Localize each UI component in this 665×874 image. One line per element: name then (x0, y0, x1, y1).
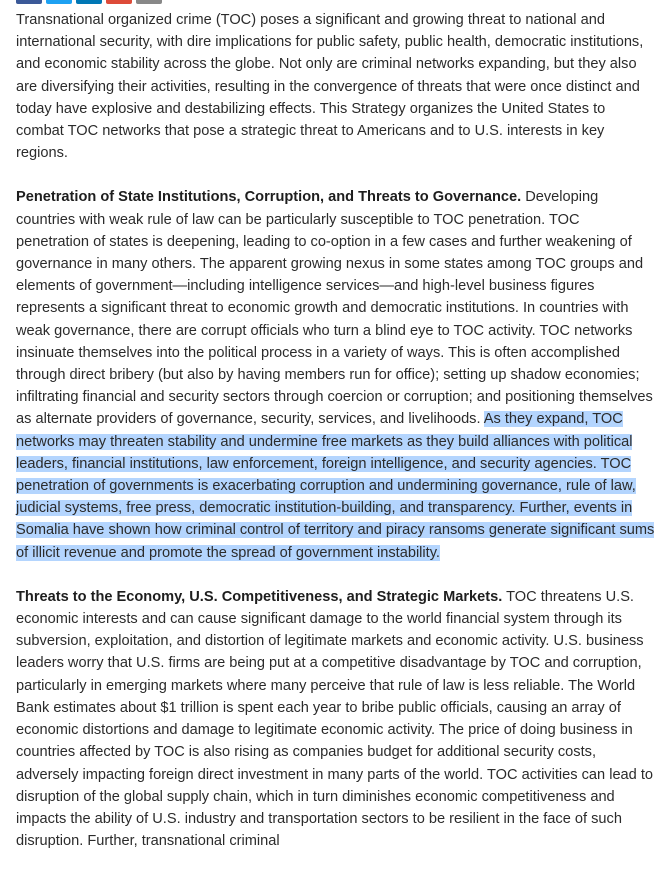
paragraph-governance-heading: Penetration of State Institutions, Corruption, and Threats to Governance. (16, 189, 522, 206)
twitter-share-button[interactable] (46, 0, 72, 4)
paragraph-economy-heading: Threats to the Economy, U.S. Competitiveness, and Strategic Markets. (16, 588, 503, 605)
paragraph-governance (16, 186, 656, 563)
paragraph-governance-body: Developing countries with weak rule of law can be particularly susceptible to TOC penetration. TOC penetration of states is deepening, leading to co-option in a few cases and further weakening of governance in many others. The apparent growing nexus in some states among TOC groups and elements of government—including intelligence services—and high-level business figures represents a significant threat to economic growth and democratic institutions. In countries with weak governance, there are corrupt officials who turn a blind eye to TOC activity. TOC networks insinuate themselves into the political process in a variety of ways. This is often accomplished through direct bribery (but also by having members run for office); setting up shadow economies; infiltrating financial and security sectors through coercion or corruption; and positioning themselves as alternate providers of governance, security, services, and livelihoods. (16, 189, 653, 428)
paragraph-economy (16, 586, 656, 852)
google-share-button[interactable] (106, 0, 132, 4)
paragraph-intro: Transnational organized crime (TOC) poses a significant and growing threat to national and international security, with dire implications for public safety, public health, democratic institutions, and economic stability across the globe. Not only are criminal networks expanding, but they also are diversifying their activities, resulting in the convergence of threats that were once distinct and today have explosive and destabilizing effects. This Strategy organizes the United States to combat TOC networks that pose a strategic threat to Americans and to U.S. interests in key regions. (16, 12, 644, 162)
share-buttons-strip (16, 0, 162, 4)
article-body (16, 9, 656, 874)
paragraph-economy-body: TOC threatens U.S. economic interests and can cause significant damage to the world financial system through its subversion, exploitation, and distortion of legitimate markets and economic activity. U.S. business leaders worry that U.S. firms are being put at a competitive disadvantage by TOC and corruption, particularly in emerging markets where many perceive that rule of law is less reliable. The World Bank estimates about $1 trillion is spent each year to bribe public officials, causing an array of economic distortions and damage to legitimate economic activity. The price of doing business in countries affected by TOC is also rising as companies budget for additional security costs, adversely impacting foreign direct investment in many parts of the world. TOC activities can lead to disruption of the global supply chain, which in turn diminishes economic competitiveness and impacts the ability of U.S. industry and transportation sectors to be resilient in the face of such disruption. Further, transnational criminal (16, 588, 654, 850)
facebook-share-button[interactable] (16, 0, 42, 4)
more-share-button[interactable] (136, 0, 162, 4)
linkedin-share-button[interactable] (76, 0, 102, 4)
selected-text-highlight[interactable]: As they expand, TOC networks may threaten stability and undermine free markets as they build alliances with political leaders, financial institutions, law enforcement, foreign intelligence, and security agencies. TOC penetration of governments is exacerbating corruption and undermining governance, rule of law, judicial systems, free press, democratic institution-building, and transparency. Further, events in Somalia have shown how criminal control of territory and piracy ransoms generate significant sums of illicit revenue and promote the spread of government instability. (16, 411, 655, 561)
